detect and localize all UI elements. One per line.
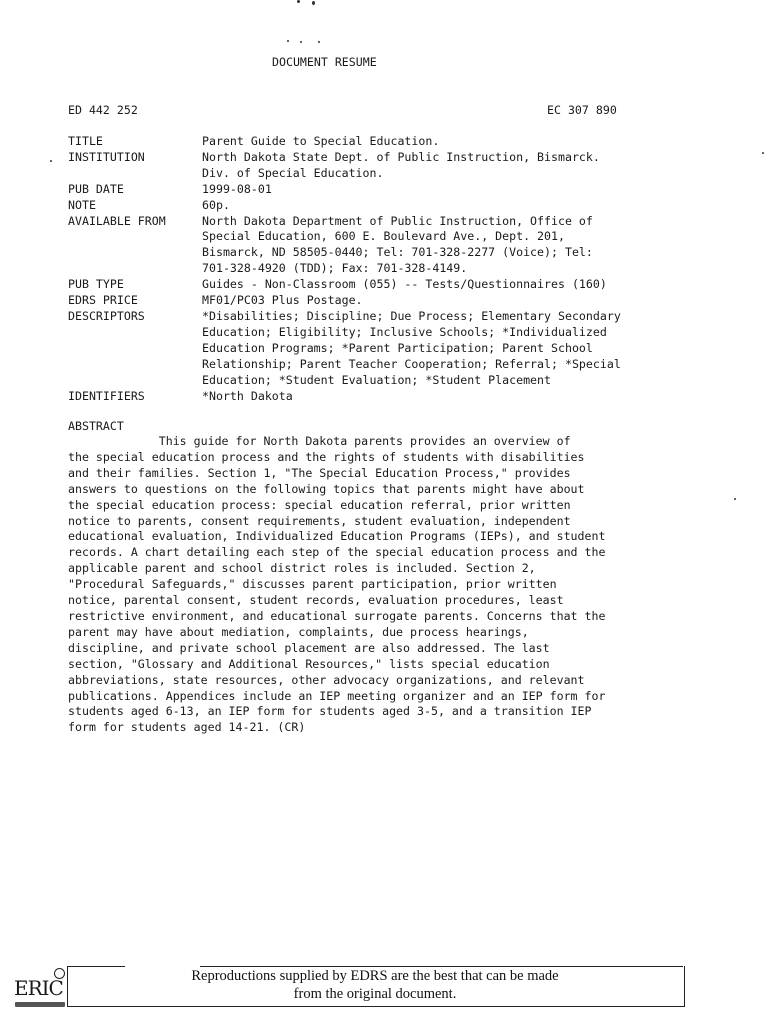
metadata-row: [68, 325, 621, 341]
metadata-label: [68, 166, 202, 182]
metadata-label: INSTITUTION: [68, 149, 145, 164]
abstract-line: This guide for North Dakota parents provides an overview of: [68, 434, 571, 448]
abstract-line: the special education process and the rights of students with disabilities: [68, 449, 585, 464]
metadata-value: Education; *Student Evaluation; *Student Placement: [202, 372, 552, 387]
scan-speck: [297, 0, 300, 3]
metadata-label: [68, 261, 202, 277]
metadata-label: AVAILABLE FROM: [68, 213, 166, 228]
metadata-row: [68, 341, 621, 357]
abstract-line: records. A chart detailing each step of the special education process and the: [68, 545, 606, 560]
metadata-row: [68, 309, 621, 325]
abstract-line: answers to questions on the following topics that parents might have about: [68, 481, 585, 496]
metadata-row: [68, 357, 621, 373]
metadata-row: [68, 245, 621, 261]
metadata-row: [68, 150, 621, 166]
abstract-line: applicable parent and school district roles is included. Section 2,: [68, 561, 536, 576]
metadata-label: IDENTIFIERS: [68, 388, 145, 403]
metadata-label: [68, 357, 202, 373]
metadata-value: Guides - Non-Classroom (055) -- Tests/Questionnaires (160): [202, 277, 607, 292]
eric-logo-text: ERIC: [14, 976, 63, 1000]
metadata-value: Relationship; Parent Teacher Cooperation; Referral; *Special: [202, 356, 621, 371]
metadata-label: [68, 325, 202, 341]
metadata-label: [68, 341, 202, 357]
scan-speck: [287, 40, 289, 42]
scan-speck: [318, 41, 320, 43]
metadata-row: [68, 373, 621, 389]
abstract-line: form for students aged 14-21. (CR): [68, 720, 306, 735]
abstract-line: parent may have about mediation, complaints, due process hearings,: [68, 624, 529, 639]
metadata-value: Bismarck, ND 58505-0440; Tel: 701-328-2277 (Voice); Tel:: [202, 245, 593, 260]
metadata-row: [68, 229, 621, 245]
abstract-line: section, "Glossary and Additional Resources," lists special education: [68, 656, 550, 671]
reproduction-notice-line: from the original document.: [293, 986, 457, 1002]
metadata-row: [68, 182, 621, 198]
metadata-row: [68, 389, 621, 405]
metadata-value: Education; Eligibility; Inclusive Schools; *Individualized: [202, 324, 607, 339]
metadata-label: [68, 245, 202, 261]
ed-accession-number: ED 442 252: [68, 103, 138, 117]
eric-tagline-mark: [15, 1002, 65, 1007]
metadata-row: [68, 134, 621, 150]
scan-speck: [300, 41, 302, 43]
document-heading: DOCUMENT RESUME: [272, 55, 377, 69]
metadata-value: Education Programs; *Parent Participation; Parent School: [202, 340, 593, 355]
metadata-label: PUB TYPE: [68, 277, 124, 292]
reproduction-notice: [100, 967, 650, 1003]
metadata-label: EDRS PRICE: [68, 293, 138, 308]
scan-speck: [762, 152, 764, 154]
metadata-label: TITLE: [68, 134, 103, 148]
metadata-value: *Disabilities; Discipline; Due Process; Elementary Secondary: [202, 308, 621, 323]
metadata-value: 1999-08-01: [202, 181, 272, 196]
metadata-label: DESCRIPTORS: [68, 308, 145, 323]
metadata-label: [68, 373, 202, 389]
metadata-value: 60p.: [202, 197, 230, 212]
metadata-row: [68, 198, 621, 214]
abstract-text: [68, 434, 688, 736]
metadata-value: North Dakota Department of Public Instruction, Office of: [202, 213, 593, 228]
metadata-label: NOTE: [68, 197, 96, 212]
abstract-line: notice, parental consent, student records, evaluation procedures, least: [68, 593, 564, 608]
scan-speck: [734, 498, 736, 500]
abstract-line: publications. Appendices include an IEP meeting organizer and an IEP form for: [68, 688, 606, 703]
metadata-value: Special Education, 600 E. Boulevard Ave., Dept. 201,: [202, 229, 565, 244]
metadata-row: [68, 277, 621, 293]
abstract-label: ABSTRACT: [68, 419, 124, 433]
abstract-line: abbreviations, state resources, other advocacy organizations, and relevant: [68, 672, 585, 687]
abstract-line: "Procedural Safeguards," discusses parent participation, prior written: [68, 577, 557, 592]
metadata-value: 701-328-4920 (TDD); Fax: 701-328-4149.: [202, 261, 468, 276]
metadata-value: Parent Guide to Special Education.: [202, 134, 440, 148]
abstract-line: restrictive environment, and educational surrogate parents. Concerns that the: [68, 608, 606, 623]
ec-clearinghouse-number: EC 307 890: [547, 103, 617, 117]
metadata-value: North Dakota State Dept. of Public Instruction, Bismarck.: [202, 149, 600, 164]
abstract-line: and their families. Section 1, "The Special Education Process," provides: [68, 465, 571, 480]
abstract-line: notice to parents, consent requirements, student evaluation, independent: [68, 513, 571, 528]
metadata-value: MF01/PC03 Plus Postage.: [202, 293, 363, 308]
metadata-row: [68, 293, 621, 309]
metadata-label: [68, 229, 202, 245]
abstract-line: educational evaluation, Individualized Education Programs (IEPs), and student: [68, 529, 606, 544]
abstract-line: discipline, and private school placement are also addressed. The last: [68, 640, 550, 655]
metadata-row: [68, 214, 621, 230]
metadata-value: Div. of Special Education.: [202, 165, 384, 180]
reproduction-notice-line: Reproductions supplied by EDRS are the best that can be made: [191, 968, 559, 984]
scan-speck: [50, 160, 52, 162]
abstract-line: students aged 6-13, an IEP form for students aged 3-5, and a transition IEP: [68, 704, 592, 719]
metadata-label: PUB DATE: [68, 181, 124, 196]
scan-speck: [312, 1, 315, 5]
metadata-fields: [68, 134, 621, 404]
eric-logo: [12, 968, 68, 1012]
metadata-value: *North Dakota: [202, 388, 293, 403]
abstract-line: the special education process: special education referral, prior written: [68, 497, 571, 512]
metadata-row: [68, 261, 621, 277]
metadata-row: [68, 166, 621, 182]
